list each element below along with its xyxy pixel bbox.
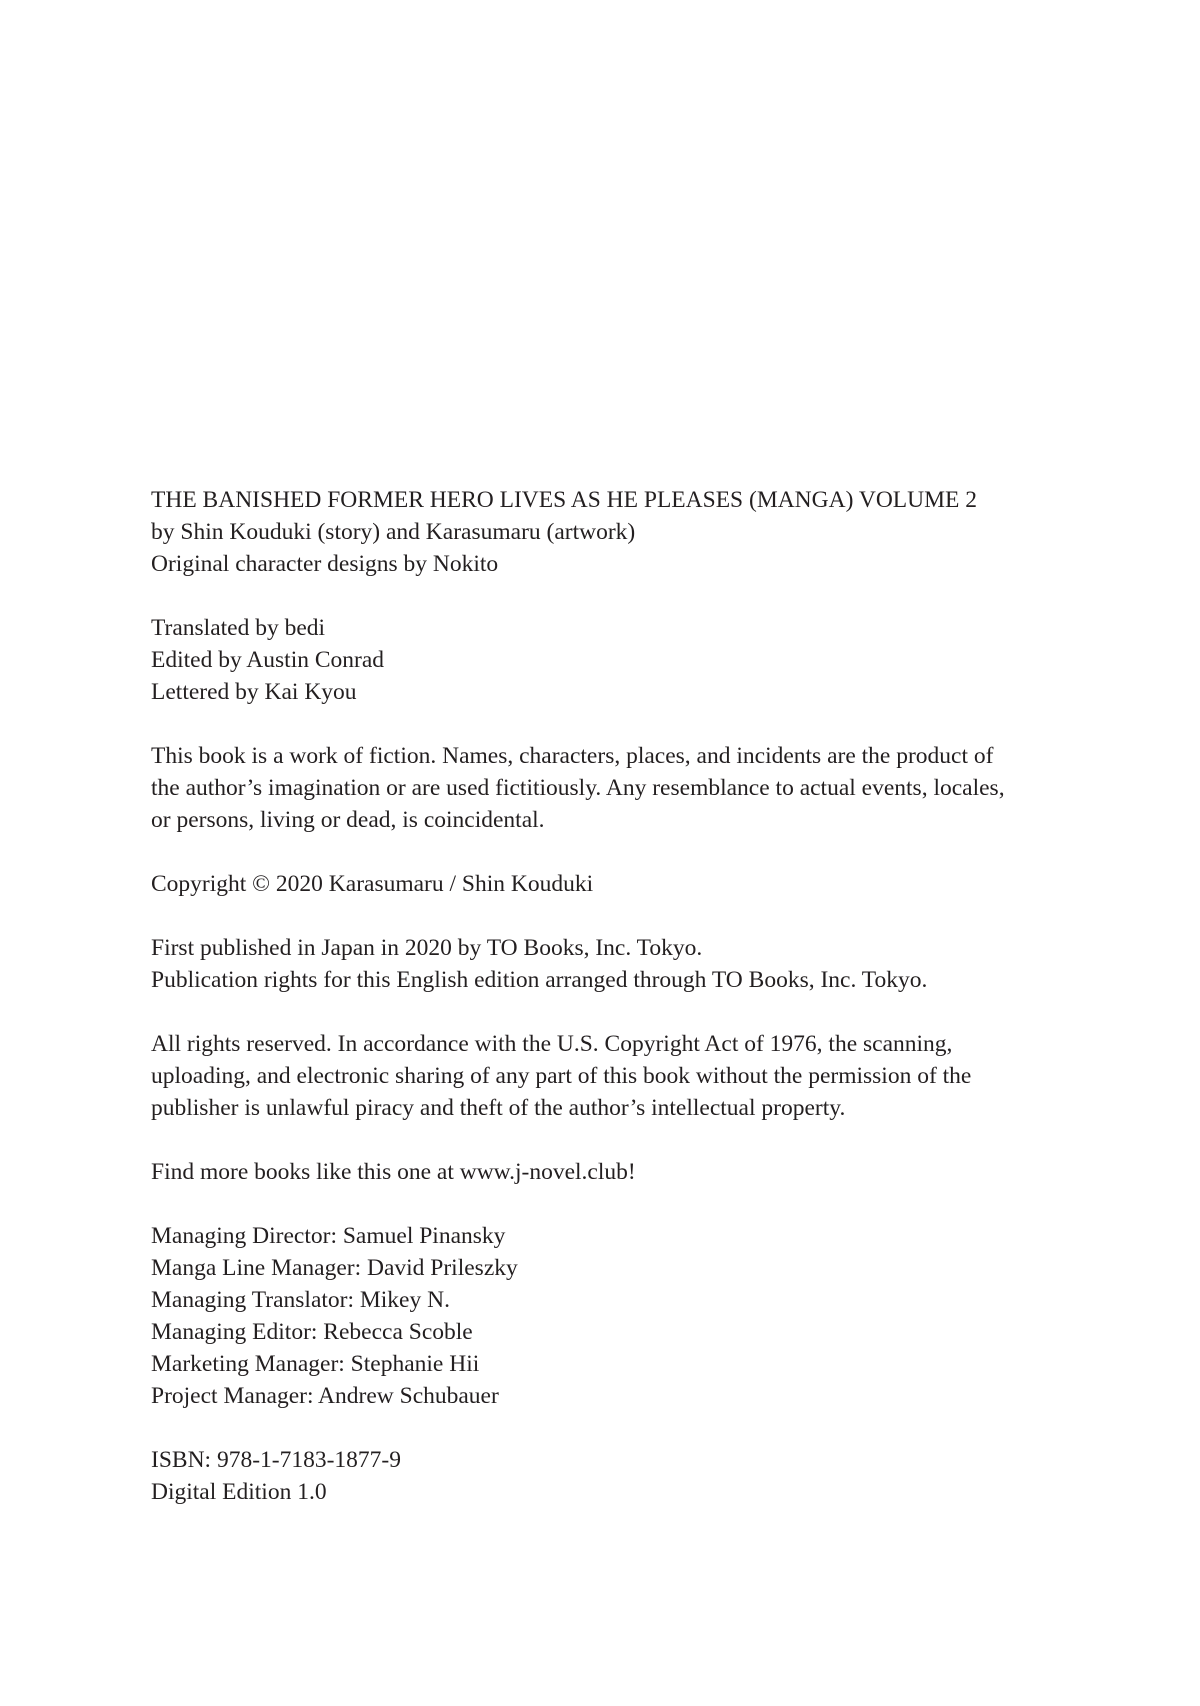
management-line: Project Manager: Andrew Schubauer <box>151 1383 499 1409</box>
authors-line: by Shin Kouduki (story) and Karasumaru (artwork) <box>151 519 636 545</box>
digital-edition-line: Digital Edition 1.0 <box>151 1479 327 1505</box>
management-line: Managing Director: Samuel Pinansky <box>151 1223 506 1249</box>
copyright-section <box>151 868 1151 900</box>
management-line: Marketing Manager: Stephanie Hii <box>151 1351 480 1377</box>
rights-section <box>151 1028 1151 1124</box>
edition-section <box>151 1444 1151 1508</box>
management-line: Managing Translator: Mikey N. <box>151 1287 450 1313</box>
editor-line: Edited by Austin Conrad <box>151 647 385 673</box>
book-title: THE BANISHED FORMER HERO LIVES AS HE PLEASES (MANGA) VOLUME 2 <box>151 487 978 513</box>
staff-section <box>151 612 1151 708</box>
credits-section <box>151 484 1151 580</box>
fiction-disclaimer <box>151 740 1151 836</box>
disclaimer-line: the author’s imagination or are used fictitiously. Any resemblance to actual events, locales, <box>151 775 1005 801</box>
letterer-line: Lettered by Kai Kyou <box>151 679 357 705</box>
website-note: Find more books like this one at www.j-novel.club! <box>151 1159 636 1185</box>
disclaimer-line: This book is a work of fiction. Names, characters, places, and incidents are the product of <box>151 743 994 769</box>
copyright-line: Copyright © 2020 Karasumaru / Shin Kouduki <box>151 871 594 897</box>
publication-line: First published in Japan in 2020 by TO Books, Inc. Tokyo. <box>151 935 703 961</box>
management-line: Managing Editor: Rebecca Scoble <box>151 1319 473 1345</box>
rights-line: uploading, and electronic sharing of any part of this book without the permission of the <box>151 1063 972 1089</box>
disclaimer-line: or persons, living or dead, is coincidental. <box>151 807 545 833</box>
translator-line: Translated by bedi <box>151 615 326 641</box>
publication-line: Publication rights for this English edition arranged through TO Books, Inc. Tokyo. <box>151 967 928 993</box>
website-section <box>151 1156 1151 1188</box>
rights-line: All rights reserved. In accordance with the U.S. Copyright Act of 1976, the scanning, <box>151 1031 953 1057</box>
publication-section <box>151 932 1151 996</box>
copyright-text-block <box>151 484 1151 1508</box>
character-designs-line: Original character designs by Nokito <box>151 551 499 577</box>
management-line: Manga Line Manager: David Prileszky <box>151 1255 518 1281</box>
rights-line: publisher is unlawful piracy and theft of the author’s intellectual property. <box>151 1095 846 1121</box>
management-section <box>151 1220 1151 1412</box>
isbn-line: ISBN: 978-1-7183-1877-9 <box>151 1447 401 1473</box>
